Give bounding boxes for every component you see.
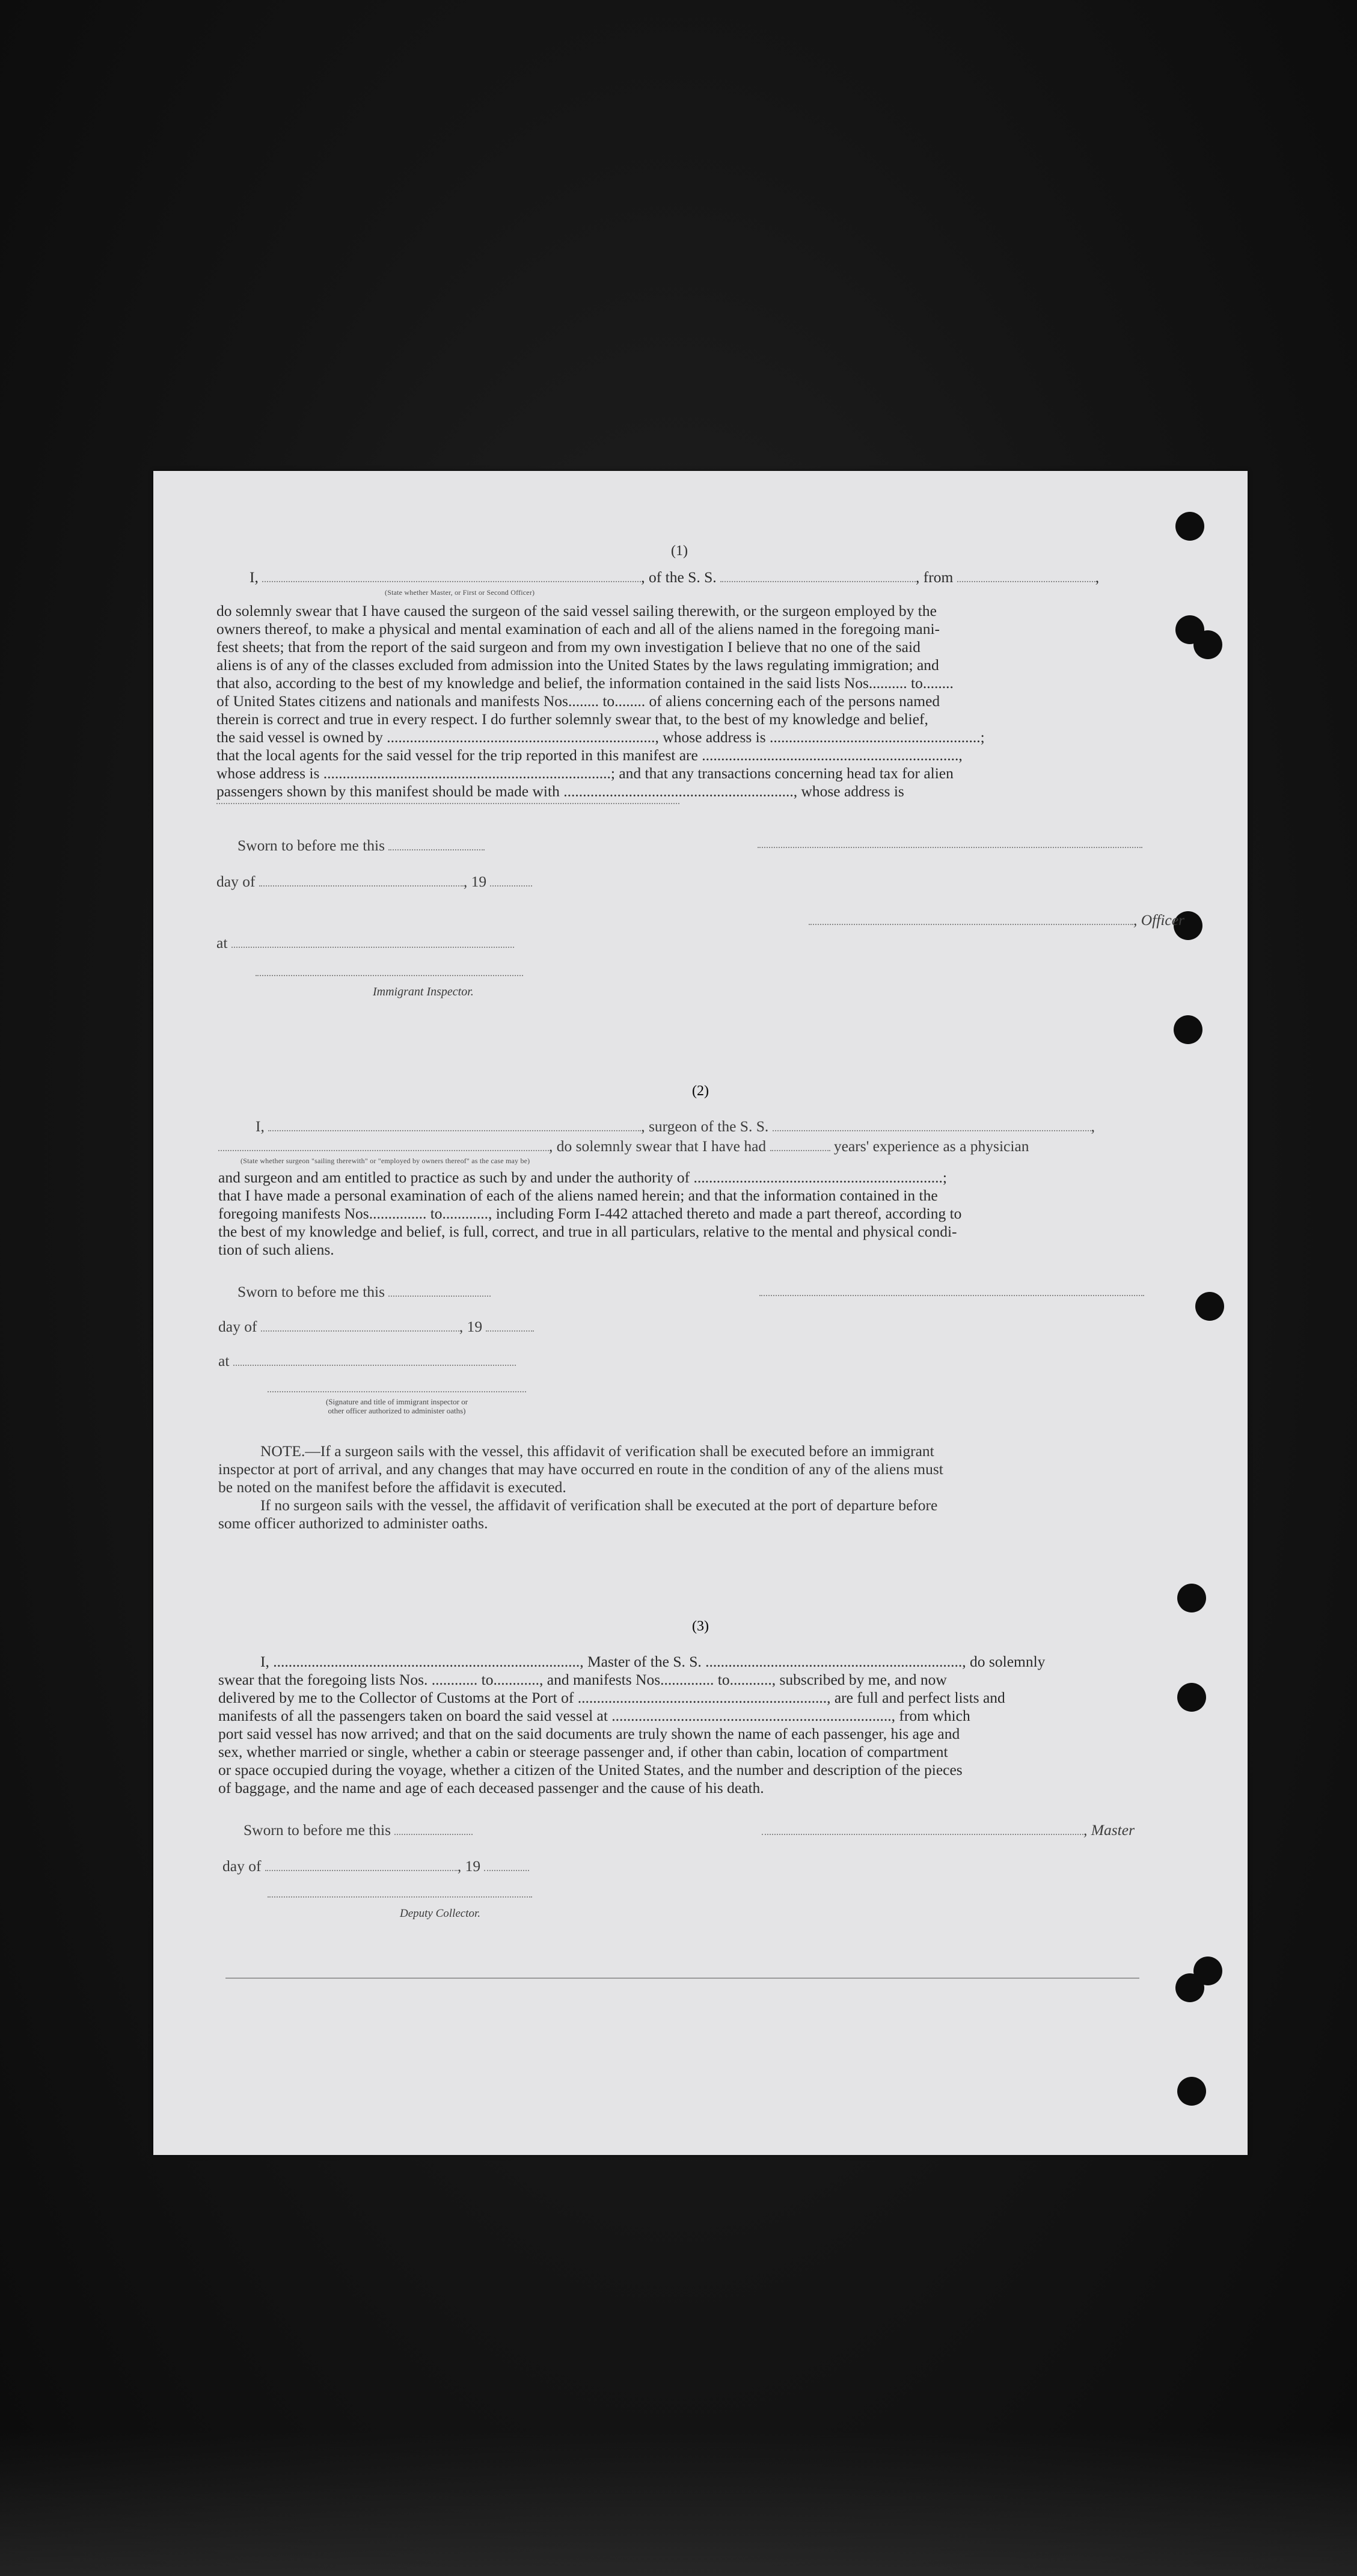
manifest-sheet [153,471,1248,2155]
address-rule [216,803,679,804]
year-field [490,875,532,887]
year-label: , 19 [459,1318,483,1335]
oath-line: whose address is ...........................................................................; and that any transactions concerning head tax for alien [216,764,954,782]
sworn-date-field [388,1285,491,1297]
surgeon-line: foregoing manifests Nos............... to............, including Form I-442 attached thereto and made a part thereof, according to [218,1205,962,1222]
punch-hole [1174,1015,1202,1044]
sworn-date-field [388,838,485,850]
label-from: , from [916,568,954,586]
label-i: I, [250,568,259,586]
surgeon-vessel-field [773,1119,1091,1131]
master-line: sex, whether married or single, whether a cabin or steerage passenger and, if other than cabin, location of compartment [218,1743,948,1760]
from-field [957,570,1095,582]
at-line [218,1352,516,1370]
sworn-line [244,1821,473,1839]
master-line: of baggage, and the name and age of each deceased passenger and the cause of his death. [218,1779,764,1797]
bottom-rule [225,1978,1139,1979]
trailing-comma: , [1095,568,1100,586]
oath-line: do solemnly swear that I have caused the surgeon of the said vessel sailing therewith, or the surgeon employed by the [216,602,937,619]
collector-rule [268,1896,532,1898]
surgeon-line: the best of my knowledge and belief, is full, correct, and true in all particulars, relative to the mental and physical condi- [218,1223,957,1240]
oath-line: aliens is of any of the classes excluded from admission into the United States by the laws regulating immigration; and [216,656,939,674]
label-i: I, [256,1117,265,1135]
trailing-comma: , [1091,1117,1095,1135]
inspector-signature-caption: (Signature and title of immigrant inspector or other officer authorized to administer oaths) [325,1397,468,1415]
punch-hole [1177,1683,1206,1712]
master-signature-field [762,1823,1083,1835]
day-field [261,1320,459,1332]
year-label: , 19 [463,873,487,890]
day-field [265,1859,458,1871]
vessel-field [720,570,916,582]
master-signature-line [762,1821,1135,1839]
master-line: manifests of all the passengers taken on board the said vessel at ........................................................................., from which [218,1707,970,1724]
master-line: port said vessel has now arrived; and that on the said documents are truly shown the name of each passenger, his age and [218,1725,960,1742]
master-line: delivered by me to the Collector of Customs at the Port of ................................................................., are full and perfect lists and [218,1689,1005,1706]
punch-hole [1175,1973,1204,2002]
surgeon-name-field [268,1119,641,1131]
surgeon-line: tion of such aliens. [218,1241,334,1258]
officer-label: , Officer [1133,911,1184,929]
master-line: swear that the foregoing lists Nos. ............ to............, and manifests Nos.............. to..........., subscribed by me, and now [218,1671,947,1688]
surgeon-note: (State whether surgeon "sailing therewith" or "employed by owners thereof" as the case may be) [240,1157,530,1165]
note-line: inspector at port of arrival, and any changes that may have occurred en route in the condition of any of the aliens must [218,1460,943,1478]
note-line: be noted on the manifest before the affidavit is executed. [218,1478,566,1496]
section-number: (1) [671,543,688,559]
oath-line: that also, according to the best of my knowledge and belief, the information contained in the said lists Nos.......... to........ [216,674,954,692]
label-years: years' experience as a physician [833,1137,1029,1155]
inspector-signature-rule [268,1391,526,1392]
surgeon-line [256,1117,1095,1136]
label-swear: , do solemnly swear that I have had [549,1137,767,1155]
punch-hole [1193,630,1222,659]
year-field [484,1859,529,1871]
punch-hole [1175,512,1204,541]
sworn-line [237,1283,491,1301]
oath-paragraph [216,602,1142,801]
surgeon-line: and surgeon and am entitled to practice as such by and under the authority of .................................................................; [218,1169,947,1186]
day-line [216,873,532,891]
day-line [218,1318,534,1336]
section-2-number: (2) [692,1083,709,1099]
officer-signature-line [809,911,1184,929]
at-field [233,1354,516,1366]
day-label: day of [216,873,256,890]
name-field [262,570,641,582]
oath-line: of United States citizens and nationals and manifests Nos........ to........ of aliens concerning each of the persons named [216,692,940,710]
sworn-label: Sworn to before me this [237,837,385,854]
section-3-number: (3) [692,1618,709,1634]
punch-hole [1195,1292,1224,1321]
year-field [486,1320,534,1332]
signature-rule [758,847,1142,848]
at-field [231,936,514,948]
oath-line: owners thereof, to make a physical and mental examination of each and all of the aliens named in the foregoing mani- [216,620,940,638]
oath-line: passengers shown by this manifest should be made with ............................................................, whose address is [216,782,904,800]
sworn-date-field [394,1823,473,1835]
years-field [770,1139,830,1151]
note-line: NOTE.—If a surgeon sails with the vessel, this affidavit of verification shall be executed before an immigrant [260,1442,934,1460]
note-paragraph [218,1442,1142,1532]
inspector-caption: Immigrant Inspector. [373,985,474,998]
surgeon-paragraph [218,1169,1142,1259]
oath-line: that the local agents for the said vessel for the trip reported in this manifest are ..................................................................., [216,746,963,764]
master-paragraph [218,1653,1142,1797]
punch-hole [1177,2077,1206,2106]
surgeon-swear-line [218,1137,1029,1155]
sworn-line [237,837,485,855]
officer-signature-field [809,913,1133,925]
year-label: , 19 [457,1857,481,1875]
inspector-rule [256,975,523,976]
at-label: at [216,934,228,951]
label-of-ss: , of the S. S. [641,568,717,586]
surgeon-line: that I have made a personal examination of each of the aliens named herein; and that the information contained in the [218,1187,938,1204]
day-field [259,875,464,887]
day-label: day of [222,1857,262,1875]
master-label: , Master [1083,1821,1135,1839]
surgeon-type-field [218,1139,549,1151]
officer-line [250,568,1099,586]
sworn-label: Sworn to before me this [244,1821,391,1839]
note-line: If no surgeon sails with the vessel, the affidavit of verification shall be executed at the port of departure before [260,1496,938,1514]
sworn-label: Sworn to before me this [237,1283,385,1300]
note-line: some officer authorized to administer oaths. [218,1514,488,1532]
at-line [216,934,514,952]
day-label: day of [218,1318,257,1335]
punch-hole [1177,1584,1206,1612]
master-line: or space occupied during the voyage, whether a citizen of the United States, and the number and description of the pieces [218,1761,963,1778]
day-line [222,1857,529,1875]
oath-line: therein is correct and true in every respect. I do further solemnly swear that, to the best of my knowledge and belief, [216,710,928,728]
scan-background-edge [0,2432,1357,2576]
label-surgeon-of-ss: , surgeon of the S. S. [641,1117,769,1135]
at-label: at [218,1352,230,1369]
oath-line: the said vessel is owned by ......................................................................, whose address is .......................................................; [216,728,985,746]
surgeon-signature-rule [759,1295,1144,1296]
oath-line: fest sheets; that from the report of the said surgeon and from my own investigation I believe that no one of the said [216,638,920,656]
master-line: I, ................................................................................, Master of the S. S. ..................................................................., do solemnly [260,1653,1046,1670]
collector-caption: Deputy Collector. [400,1907,481,1920]
section-1 [216,543,1142,890]
officer-note: (State whether Master, or First or Second Officer) [385,588,535,597]
